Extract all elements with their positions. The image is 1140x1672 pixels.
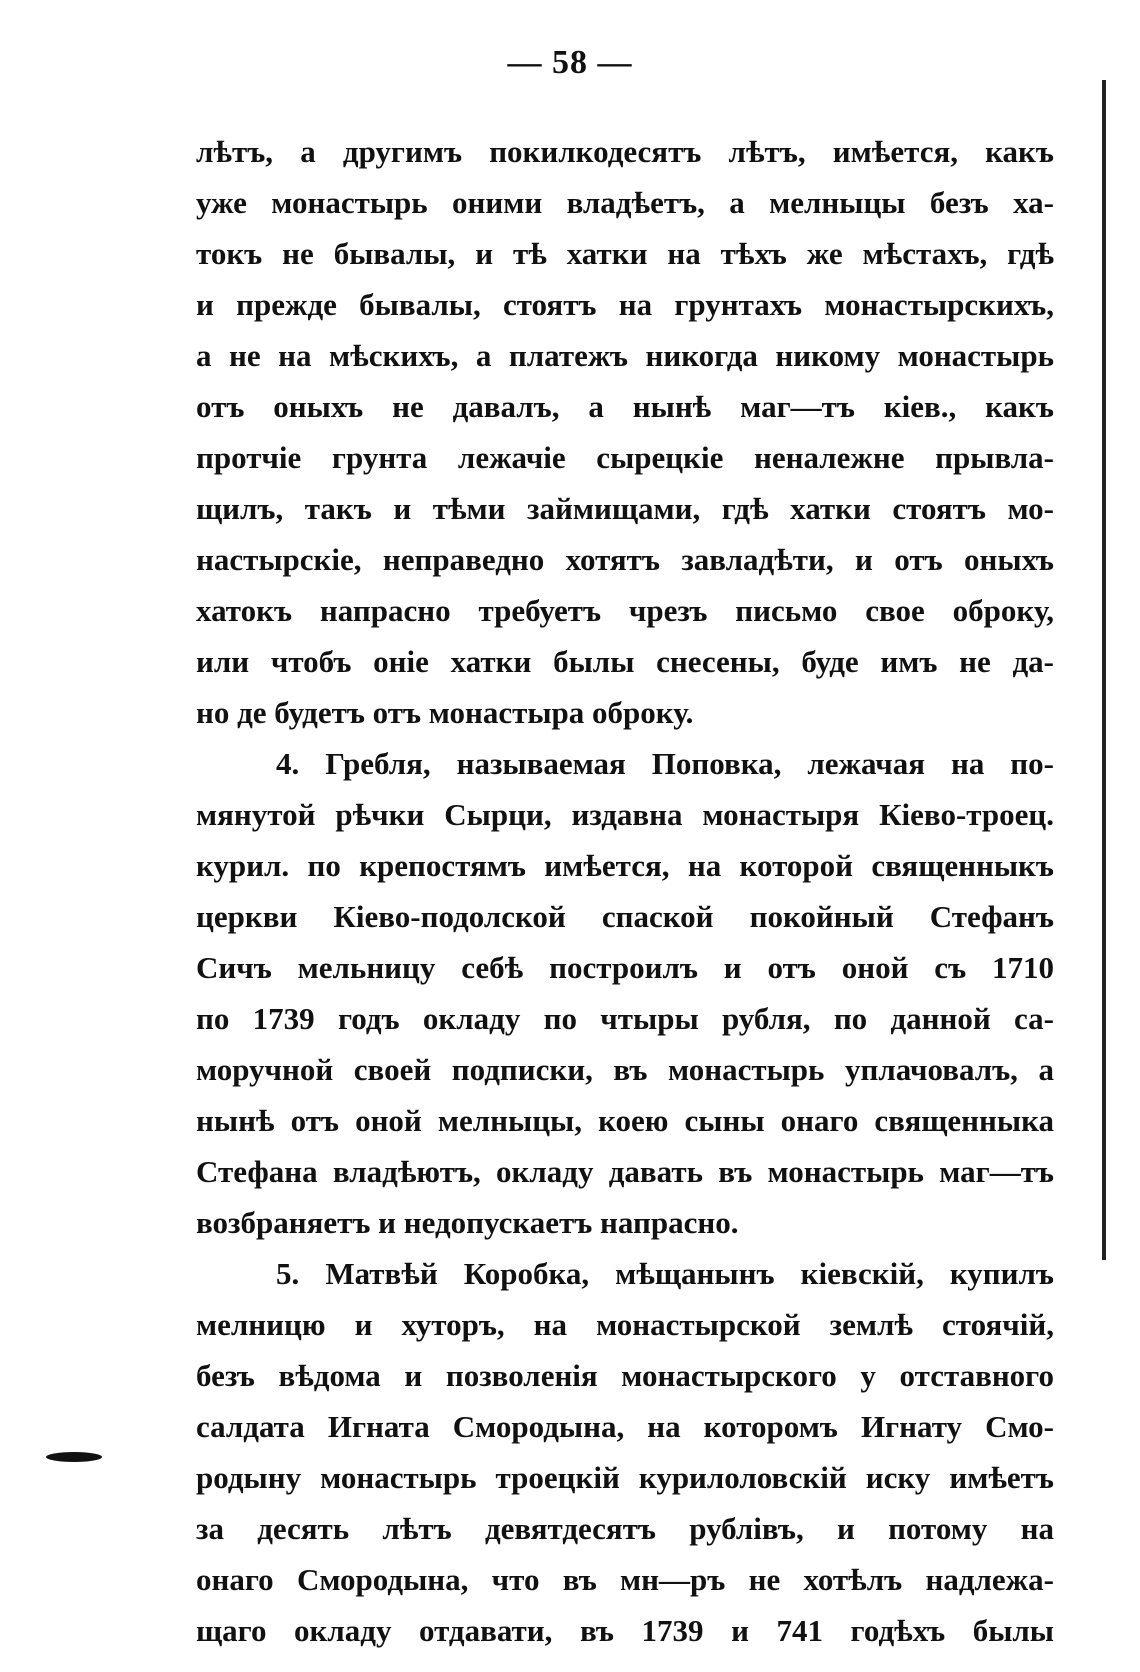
text-line: хатокъ напрасно требуетъ чрезъ письмо свое оброку,: [196, 593, 1054, 628]
text-line: возбраняетъ и недопускаетъ напрасно.: [196, 1205, 739, 1240]
text-line: моручной своей подписки, въ монастырь уплачовалъ, а: [196, 1052, 1054, 1087]
text-line: щаго окладу отдавати, въ 1739 и 741 годѣхъ былы: [196, 1613, 1054, 1648]
text-line: а не на мѣскихъ, а платежъ никогда никому монастырь: [196, 338, 1054, 373]
text-line: и прежде бывалы, стоятъ на грунтахъ монастырскихъ,: [196, 287, 1054, 322]
text-line: лѣтъ, а другимъ покилкодесятъ лѣтъ, имѣется, какъ: [196, 134, 1054, 169]
text-line: мянутой рѣчки Сырци, издавна монастыря Кіево-троец.: [196, 797, 1054, 832]
right-page-edge: [1102, 80, 1106, 1260]
text-line: по 1739 годъ окладу по чтыры рубля, по данной са-: [196, 1001, 1054, 1036]
paragraph: [196, 126, 1054, 738]
text-line: родыну монастырь троецкій курилоловскій иску имѣетъ: [196, 1460, 1054, 1495]
text-line: курил. по крепостямъ имѣется, на которой священныкъ: [196, 848, 1054, 883]
paragraph: [196, 738, 1054, 1248]
text-line: или чтобъ оніе хатки былы снесены, буде имъ не да-: [196, 644, 1054, 679]
paragraph: [196, 1248, 1054, 1656]
text-line: токъ не бывалы, и тѣ хатки на тѣхъ же мѣстахъ, гдѣ: [196, 236, 1054, 271]
text-line: 5. Матвѣй Коробка, мѣщанынъ кіевскій, купилъ: [276, 1256, 1054, 1291]
text-line: уже монастырь оними владѣетъ, а мелныцы безъ ха-: [196, 185, 1054, 220]
text-line: протчіе грунта лежачіе сырецкіе неналежне прывла-: [196, 440, 1054, 475]
text-line: 4. Гребля, называемая Поповка, лежачая на по-: [276, 746, 1054, 781]
text-line: церкви Кіево-подолской спаской покойный Стефанъ: [196, 899, 1054, 934]
ink-smudge: [46, 1452, 102, 1462]
text-line: безъ вѣдома и позволенія монастырского у отставного: [196, 1358, 1054, 1393]
text-line: Стефана владѣютъ, окладу давать въ монастырь маг—тъ: [196, 1154, 1054, 1189]
text-line: но де будетъ отъ монастыра оброку.: [196, 695, 694, 730]
text-line: салдата Игната Смородына, на которомъ Игнату Смо-: [196, 1409, 1054, 1444]
text-line: настырскіе, неправедно хотятъ завладѣти, и отъ оныхъ: [196, 542, 1054, 577]
page-number: — 58 —: [507, 44, 633, 81]
text-line: онаго Смородына, что въ мн—ръ не хотѣлъ надлежа-: [196, 1562, 1054, 1597]
text-line: нынѣ отъ оной мелныцы, коею сыны онаго священныка: [196, 1103, 1054, 1138]
text-line: щилъ, такъ и тѣми займищами, гдѣ хатки стоятъ мо-: [196, 491, 1054, 526]
text-line: Сичъ мельницу себѣ построилъ и отъ оной съ 1710: [196, 950, 1054, 985]
text-line: отъ оныхъ не давалъ, а нынѣ маг—тъ кіев., какъ: [196, 389, 1054, 424]
text-block: [196, 126, 1054, 1656]
text-line: за десять лѣтъ девятдесятъ рублівъ, и потому на: [196, 1511, 1054, 1546]
text-line: мелницю и хуторъ, на монастырской землѣ стоячій,: [196, 1307, 1054, 1342]
